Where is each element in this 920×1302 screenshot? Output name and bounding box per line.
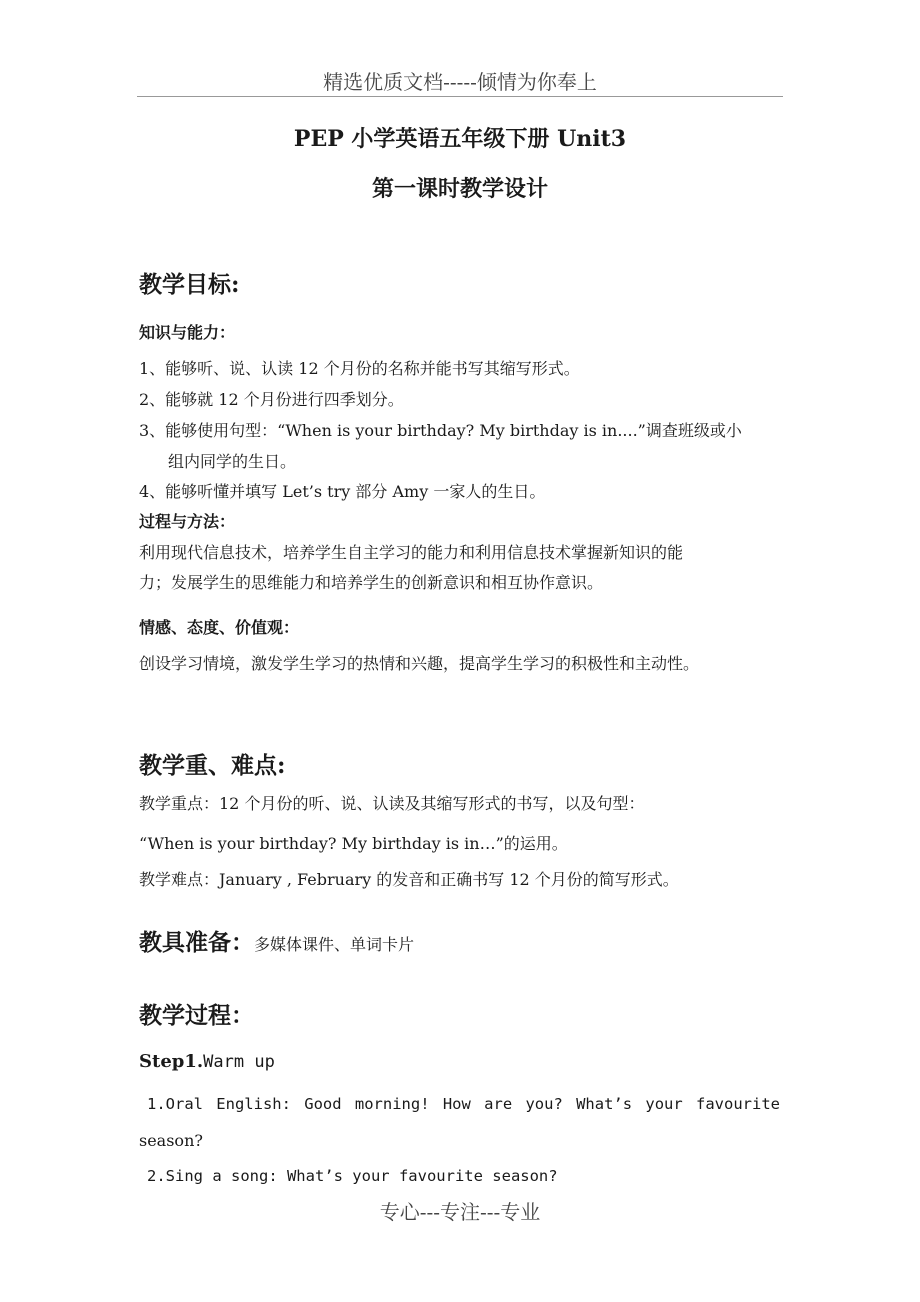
- key-point-line-2: “When is your birthday? My birthday is in…”的运用。: [139, 834, 568, 853]
- page-header: 精选优质文档-----倾情为你奉上: [323, 70, 597, 94]
- page-footer: 专心---专注---专业: [379, 1200, 541, 1224]
- objectives-heading: 教学目标:: [139, 271, 240, 298]
- difficult-point-line: 教学难点：January , February 的发音和正确书写 12 个月份的简写形式。: [139, 870, 679, 889]
- tools-row: [139, 924, 414, 957]
- emotion-line-1: 创设学习情境，激发学生学习的热情和兴趣，提高学生学习的积极性和主动性。: [139, 654, 700, 673]
- tools-heading: 教具准备：: [139, 929, 254, 956]
- step1-item-1: 1.Oral English: Good morning! How are you? What’s your favourite: [147, 1095, 780, 1113]
- process-subheading: 过程与方法：: [139, 512, 236, 531]
- key-points-heading: 教学重、难点:: [139, 752, 286, 779]
- process-line-1: 利用现代信息技术，培养学生自主学习的能力和利用信息技术掌握新知识的能: [139, 543, 684, 562]
- document-subtitle: 第一课时教学设计: [371, 176, 548, 202]
- knowledge-item-3-continued: 组内同学的生日。: [168, 452, 297, 471]
- document-title: PEP 小学英语五年级下册 Unit3: [293, 126, 627, 152]
- procedure-heading: 教学过程：: [139, 1002, 254, 1029]
- step1-title: Warm up: [203, 1052, 275, 1072]
- knowledge-item-3: 3、能够使用句型：“When is your birthday? My birthday is in....”调查班级或小: [139, 421, 742, 440]
- step1-item-1-continued: season?: [139, 1131, 203, 1150]
- step1-item-2: 2.Sing a song: What’s your favourite season?: [147, 1167, 558, 1185]
- step1-heading: [139, 1051, 275, 1072]
- key-point-line-1: 教学重点：12 个月份的听、说、认读及其缩写形式的书写，以及句型：: [139, 794, 645, 813]
- knowledge-item-2: 2、能够就 12 个月份进行四季划分。: [139, 390, 404, 409]
- tools-value: 多媒体课件、单词卡片: [254, 935, 415, 954]
- step1-number: Step1.: [139, 1051, 204, 1072]
- emotion-subheading: 情感、态度、价值观：: [139, 618, 300, 637]
- header-divider: [137, 96, 783, 97]
- process-line-2: 力；发展学生的思维能力和培养学生的创新意识和相互协作意识。: [139, 573, 604, 592]
- knowledge-item-4: 4、能够听懂并填写 Let’s try 部分 Amy 一家人的生日。: [139, 482, 546, 501]
- knowledge-subheading: 知识与能力：: [139, 323, 236, 342]
- knowledge-item-1: 1、能够听、说、认读 12 个月份的名称并能书写其缩写形式。: [139, 359, 580, 378]
